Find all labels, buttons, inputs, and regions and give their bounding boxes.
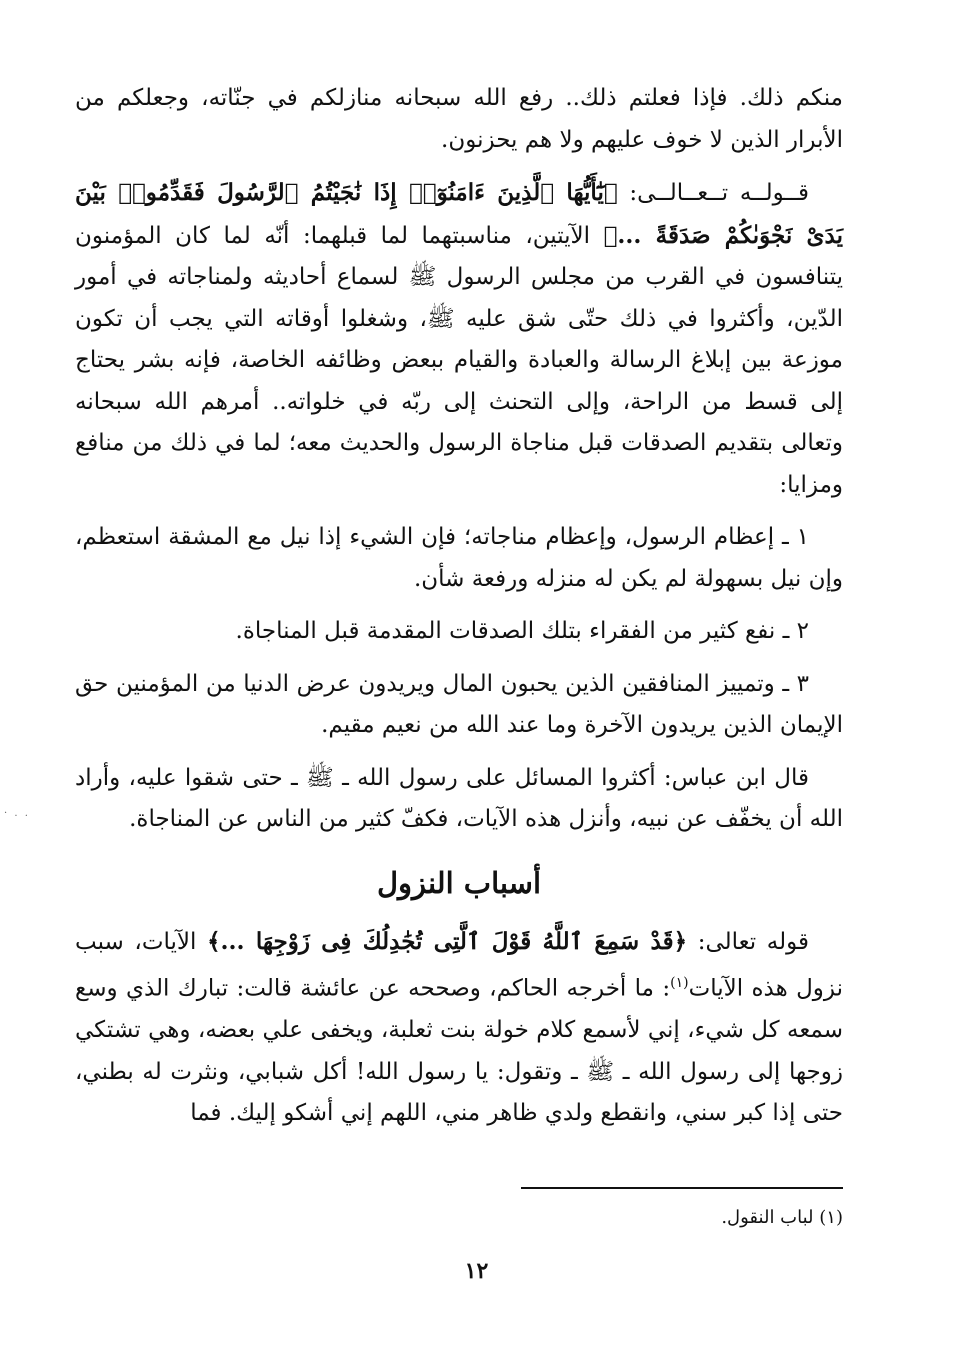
footnote-divider [521,1187,843,1189]
quran-verse: ﴿يَٰٓأَيُّهَا ٱلَّذِينَ ءَامَنُوٓا۟ إِذَا نَٰجَيْتُمُ ٱلرَّسُولَ فَقَدِّمُوا۟ بَيْنَ يَدَىْ نَجْوَىٰكُمْ صَدَقَةً ...﴾ [75,179,843,249]
verse-explanation: الآيتين، مناسبتهما لما قبلهما: أنّه لما كان المؤمنون يتنافسون في القرب من مجلس الرسول ﷺ لسماع أحاديثه ولمناجاته في أمور الدّين، وأكثروا في ذلك حتّى شق عليه ﷺ، وشغلوا أوقاته التي يجب أن تكون موزعة بين إبلاغ الرسالة والعبادة والقيام ببعض وظائفه الخاصة، فإنه بشر يحتاج إلى قسط من الراحة، وإلى التحنث إلى ربّه في خلواته.. أمرهم الله سبحانه وتعالى بتقديم الصدقات قبل مناجاة الرسول والحديث معه؛ لما في ذلك من منافع ومزايا: [75,222,843,498]
footnote [243,1203,843,1233]
paragraph-ibn-abbas: قال ابن عباس: أكثروا المسائل على رسول الله ـ ﷺ ـ حتى شقوا عليه، وأراد الله أن يخفّف عن نبيه، وأنزل هذه الآيات، فكفّ كثير من الناس عن المناجاة. [75,764,843,832]
paragraph-intro: منكم ذلك. فإذا فعلتم ذلك.. رفع الله سبحانه منازلكم في جنّاته، وجعلكم من الأبرار الذين لا خوف عليهم ولا هم يحزنون. [75,85,843,153]
page-body [75,78,843,1146]
reasons-text: : ما أخرجه الحاكم، وصححه عن عائشة قالت: تبارك الذي وسع سمعه كل شيء، إني لأسمع كلام خولة بنت ثعلبة، ويخفى علي بعضه، وهي تشتكي زوجها إلى رسول الله ـ ﷺ ـ وتقول: يا رسول الله! أكل شبابي، ونثرت له بطني، حتى إذا كبر سني، وانقطع ولدي ظاهر مني، اللهم إني أشكو إليك. فما [75,975,843,1127]
section-heading: أسباب النزول [376,865,542,900]
list-item-1: ١ ـ إعظام الرسول، وإعظام مناجاته؛ فإن الشيء إذا نيل مع المشقة استعظم، وإن نيل بسهولة لم يكن له منزله ورفعة شأن. [75,524,843,592]
verse-lead: قوله تعالى: [687,928,809,955]
page-number: ١٢ [464,1258,489,1284]
list-item-3: ٣ ـ وتمييز المنافقين الذين يحبون المال ويريدون عرض الدنيا من المؤمنين حق الإيمان الذين يريدون الآخرة وما عند الله من نعيم مقيم. [75,670,843,738]
footnote-reference[interactable]: (١) [670,975,689,991]
paragraph-reasons [75,921,843,1135]
verse-lead: قــولــه تــعــالــى: [617,180,810,206]
quran-verse: ﴿قَدْ سَمِعَ ٱللَّهُ قَوْلَ ٱلَّتِى تُجَٰدِلُكَ فِى زَوْجِهَا ...﴾ [207,927,688,955]
paragraph-verse-explanation [75,172,843,506]
list-item-2: ٢ ـ نفع كثير من الفقراء بتلك الصدقات المقدمة قبل المناجاة. [235,618,809,644]
footnote-mark: (١) [819,1207,843,1228]
reasons-intro: الآيات، سبب نزول هذه الآيات [75,928,843,1002]
footnote-text: لباب النقول. [721,1207,814,1228]
margin-mark: . . · [4,808,30,819]
